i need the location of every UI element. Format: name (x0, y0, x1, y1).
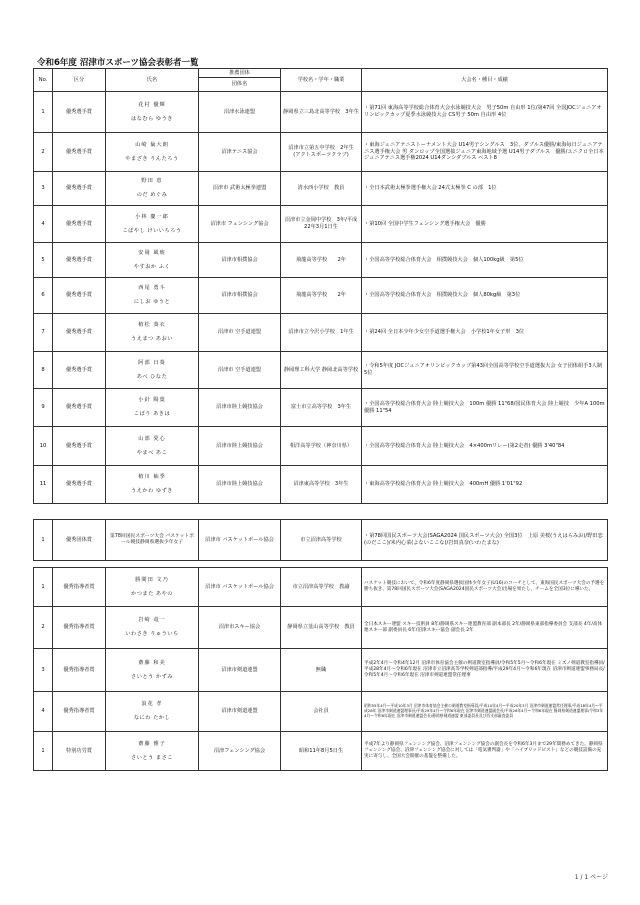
cell-category: 優秀選手賞 (53, 206, 106, 243)
cell-org: 沼津市 武術太極拳連盟 (199, 172, 281, 206)
cell-event: ・全国高等学校総合体育大会 相撲競技大会 個人100kg級 第5位 (362, 243, 608, 278)
cell-org: 沼津市 空手道連盟 (199, 314, 281, 352)
cell-name (106, 314, 199, 352)
cell-org: 沼津市相撲協会 (199, 243, 281, 278)
cell-org: 沼津市 フェンシング協会 (199, 206, 281, 243)
table-row (34, 427, 608, 466)
cell-category: 優秀選手賞 (53, 243, 106, 278)
person-kana: いわさき りゅういち (125, 631, 179, 637)
cell-name (106, 243, 199, 278)
cell-school: 市立沼津高等学校 (281, 520, 362, 561)
person-kana: さいとう まさこ (131, 754, 173, 761)
cell-school: 沼津市立金岡中学校 3年/平成22年3月1日生 (281, 206, 362, 243)
table-row (34, 607, 608, 649)
cell-category: 優秀選手賞 (53, 92, 106, 133)
cell-category: 優秀選手賞 (53, 389, 106, 427)
person-kana: なにわ たかし (133, 715, 171, 721)
cell-no: 1 (34, 92, 53, 133)
cell-category: 優秀選手賞 (53, 314, 106, 352)
cell-org: 沼津市 バスケットボール協会 (199, 568, 281, 607)
cell-event: ・全国高等学校総合体育大会 陸上競技大会 4×400mリレー(第2走者) 優勝 3'40"84 (362, 427, 608, 466)
cell-name (106, 278, 199, 314)
cell-school: 沼津市立今沢小学校 1年生 (281, 314, 362, 352)
person-name: 西尾 勇斗 (138, 285, 166, 292)
person-kana: のだ めぐみ (136, 192, 168, 198)
person-name: 植松 葵衣 (138, 322, 166, 329)
table-row (34, 520, 608, 561)
cell-school: 沼津市立第五中学校 2年生 (アクトスポーツクラブ) (281, 133, 362, 172)
person-kana: あべ ひなた (136, 373, 168, 380)
cell-school: 飛龍高等学校 2年 (281, 243, 362, 278)
cell-event: ・全日本武術太極拳選手権大会 24式太極拳 C の部 1位 (362, 172, 608, 206)
cell-school: 相洋高等学校（神奈川県） (281, 427, 362, 466)
cell-school: 静岡県立韮山高等学校 教員 (281, 607, 362, 649)
cell-school: 会社員 (281, 692, 362, 732)
cell-no: 1 (34, 732, 53, 771)
person-name: 齋藤 雅子 (138, 740, 166, 747)
person-name: 小針 陽葉 (138, 397, 166, 404)
header-name: 氏名 (106, 69, 199, 92)
cell-school: 清水西小学校 教員 (281, 172, 362, 206)
cell-no: 3 (34, 172, 53, 206)
person-kana: にしお ゆうと (133, 299, 171, 305)
person-kana: かつまた あやの (131, 590, 173, 597)
cell-event: 平成2年4月～令和4年12月 沼津市体育協会主催の剣道教室指導員/令和5年5月～令和6年現在 ミズノ剣道教室指導員/平成28年4月～令和6年現在 沼津市立沼津高等学校剣道部指導/平成29年4月～令和6年現在 沼津市剣道連盟事務局長/令和5年4月～令和6年現在 沼津市剣道連盟常任理事 (362, 649, 608, 692)
cell-name (106, 692, 199, 732)
cell-name (106, 466, 199, 504)
table-row (34, 92, 608, 133)
person-kana: こばやし けいいちろう (122, 227, 182, 234)
cell-org: 沼津市相撲協会 (199, 278, 281, 314)
cell-school: 無職 (281, 649, 362, 692)
athletes-table (33, 68, 608, 504)
cell-school: 昭和11年8月5日生 (281, 732, 362, 771)
cell-event: ・第24回 全日本少年少女空手道選手権大会 小学校1年女子形 3位 (362, 314, 608, 352)
cell-name (106, 352, 199, 389)
header-school: 学校名・学年・職業 (281, 69, 362, 92)
leader-award-table (33, 567, 608, 771)
table-row (34, 314, 608, 352)
page-footer: 1 / 1 ページ (574, 874, 608, 881)
cell-name (106, 427, 199, 466)
cell-org: 沼津市 バスケットボール協会 (199, 520, 281, 561)
table-row (34, 649, 608, 692)
person-name: 安岡 風琥 (138, 249, 166, 256)
cell-school: 静岡県立三島北高等学校 3年生 (281, 92, 362, 133)
cell-no: 2 (34, 133, 53, 172)
person-kana: はなむら ゆうき (131, 115, 173, 122)
cell-org: 沼津水泳連盟 (199, 92, 281, 133)
cell-category: 優秀選手賞 (53, 352, 106, 389)
cell-org: 沼津市 空手道連盟 (199, 352, 281, 389)
cell-category: 優秀選手賞 (53, 172, 106, 206)
person-name: 第78回国民スポーツ大会 バスケットボール競技静岡県選抜少年女子 (110, 533, 194, 545)
cell-no: 1 (34, 568, 53, 607)
cell-name (106, 520, 199, 561)
cell-category: 優秀指導者賞 (53, 649, 106, 692)
table-row (34, 568, 608, 607)
cell-school: 飛龍高等学校 2年 (281, 278, 362, 314)
cell-name (106, 389, 199, 427)
cell-event: 平成7年より静岡県フェンシング協会、沼津フェンシング協会の副会長を令和6年3月まで29年間務めてきた。静岡県フェンシング協会、沼津フェンシング協会に対しては「電気審判器」や「ハイブリッドピスト」などの競技設備の充実に寄与し、全国大会開催の基盤を整備した。 (362, 732, 608, 771)
cell-category: 特別功労賞 (53, 732, 106, 771)
person-name: 山崎 倫大朗 (135, 141, 169, 148)
cell-category: 優秀選手賞 (53, 133, 106, 172)
page-title: 令和6年度 沼津市スポーツ協会表彰者一覧 (37, 58, 199, 68)
table-row (34, 243, 608, 278)
person-kana: こばり あきは (133, 411, 171, 417)
person-kana: うえかわ ゆずき (131, 488, 173, 494)
table-row (34, 732, 608, 771)
cell-no: 11 (34, 466, 53, 504)
cell-category: 優秀選手賞 (53, 278, 106, 314)
cell-no: 3 (34, 649, 53, 692)
cell-event: ・第71回 東海高等学校総合体育大会水泳競技大会 男子50m 自由形 1位/第47回 全国JOCジュニアオリンピックカップ夏季水泳競技大会 CS男子 50m 自由形 4位 (362, 92, 608, 133)
cell-event: ・第10回 全国中学生フェンシング選手権大会 優勝 (362, 206, 608, 243)
cell-category: 優秀指導者賞 (53, 692, 106, 732)
cell-event: ・令和5年度 JOCジュニアオリンピックカップ第43回全国高等学校空手道選抜大会 女子団体組手3人制 5位 (362, 352, 608, 389)
header-event: 大会名・種目・成績 (362, 69, 608, 92)
person-name: 小林 慶一郎 (135, 213, 169, 220)
cell-category: 優秀団体賞 (53, 520, 106, 561)
cell-name (106, 732, 199, 771)
cell-school: 静岡理工科大学 静岡北高等学校 (281, 352, 362, 389)
person-kana: やすおか ふく (133, 263, 171, 270)
cell-org: 沼津市剣道連盟 (199, 692, 281, 732)
person-kana: やまべ あこ (136, 449, 168, 456)
cell-event: 全日本スキー連盟 スキー技術員 8年/静岡県スキー連盟教育部 副本部長 2年/静岡県東部指導委員会 支部長 4年/高体連スキー部 副委員長 6年/沼津スキー協会 副会長 2年 (362, 607, 608, 649)
cell-category: 優秀選手賞 (53, 427, 106, 466)
cell-category: 優秀選手賞 (53, 466, 106, 504)
table-row (34, 692, 608, 732)
person-name: 阿部 日葵 (138, 359, 166, 366)
person-name: 花村 優輝 (138, 101, 166, 108)
cell-event: ・全国高等学校総合体育大会 陸上競技大会 100m 優勝 11"68/国民体育大会 陸上競技 少年A 100m 優勝 11"54 (362, 389, 608, 427)
cell-event: 昭和55年4月～平成10年3月 沼津市体育協会主催の剣道教室指導員/平成10年4月～平成20年3月 沼津市剣道連盟常任理事/平成18年4月～平成28年 沼津市剣道連盟理事長/平成29年4月～令和6年現在 沼津市剣道連盟副会長/平成26年4月～令和6年現在 静岡県剣道連盟理事/令和3年4月～令和6年現在 沼津市剣道連盟会長/静岡県剣道連盟 東部委員長及び西支部審査委員 (362, 692, 608, 732)
cell-name (106, 206, 199, 243)
cell-org: 沼津テニス協会 (199, 133, 281, 172)
cell-no: 9 (34, 389, 53, 427)
cell-name (106, 92, 199, 133)
cell-event: ・第78回国民スポーツ大会(SAGA2024 国民スポーツ大会) 全国3位 上原 美桜(うえはらみお)/野田恋(のだここ)/米内心菜(よないここな)/岩田真奈(いわたまな) (362, 520, 608, 561)
cell-name (106, 649, 199, 692)
cell-event: ・東海高等学校総合体育大会 陸上競技大会 400mH 優勝 1'01"92 (362, 466, 608, 504)
cell-no: 1 (34, 520, 53, 561)
table-row (34, 206, 608, 243)
table-row (34, 389, 608, 427)
cell-org: 沼津フェンシング協会 (199, 732, 281, 771)
header-org: 団体名 (199, 78, 281, 92)
person-name: 勝間田 文乃 (135, 576, 169, 583)
person-kana: うえまつ あおい (131, 336, 173, 342)
group-award-table (33, 519, 608, 561)
person-kana: さいとう かずみ (131, 673, 173, 680)
cell-no: 4 (34, 206, 53, 243)
cell-name (106, 172, 199, 206)
table-row (34, 352, 608, 389)
cell-school: 富士市立高等学校 3年生 (281, 389, 362, 427)
person-kana: やまざき りんたろう (125, 155, 179, 162)
cell-school: 市立沼津高等学校 教諭 (281, 568, 362, 607)
cell-no: 10 (34, 427, 53, 466)
cell-no: 4 (34, 692, 53, 732)
cell-event: ・東海ジュニアテニストーナメント大会 U14男子シングルス 3位、ダブルス優勝/東海毎日ジュニアテニス選手権大会 男 ダンロップ全国選抜ジュニア東海地域予選 U14男子ダブルス 優勝/ユニクロ全日本ジュニアテニス選手権2024 U14ダンシダブルス ベスト8 (362, 133, 608, 172)
cell-org: 沼津市陸上競技協会 (199, 466, 281, 504)
table-row (34, 133, 608, 172)
cell-org: 沼津市陸上競技協会 (199, 427, 281, 466)
cell-event: ・全国高等学校総合体育大会 相撲競技大会 個人80kg級 第3位 (362, 278, 608, 314)
person-name: 岩崎 竜一 (138, 617, 166, 624)
person-name: 植川 柚季 (138, 474, 166, 481)
person-name: 齋藤 和美 (138, 659, 166, 666)
header-no: No. (34, 69, 53, 92)
cell-name (106, 607, 199, 649)
cell-category: 優秀指導者賞 (53, 568, 106, 607)
cell-no: 2 (34, 607, 53, 649)
cell-name (106, 568, 199, 607)
table-row (34, 172, 608, 206)
cell-org: 沼津市剣道連盟 (199, 649, 281, 692)
header-org-group: 推薦団体 (199, 69, 281, 78)
cell-no: 5 (34, 243, 53, 278)
person-name: 山部 愛心 (138, 435, 166, 442)
cell-org: 沼津市陸上競技協会 (199, 389, 281, 427)
cell-category: 優秀指導者賞 (53, 607, 106, 649)
table-row (34, 466, 608, 504)
header-category: 区分 (53, 69, 106, 92)
person-name: 野田 恵 (141, 178, 163, 185)
cell-no: 7 (34, 314, 53, 352)
cell-org: 沼津市スキー協会 (199, 607, 281, 649)
cell-no: 8 (34, 352, 53, 389)
cell-name (106, 133, 199, 172)
person-name: 浪花 孝 (141, 701, 163, 708)
cell-no: 6 (34, 278, 53, 314)
cell-event: バスケット競技において、令和6年度静岡県選抜国体少年女子(U16)のコーチとして、東海国民スポーツ大会の予選を勝ち抜き、第78回国民スポーツ大会(SAGA2024国民スポーツ大会)出場を果たし、チームを全国3位に導いた。 (362, 568, 608, 607)
cell-school: 沼津東高等学校 3年生 (281, 466, 362, 504)
table-row (34, 278, 608, 314)
